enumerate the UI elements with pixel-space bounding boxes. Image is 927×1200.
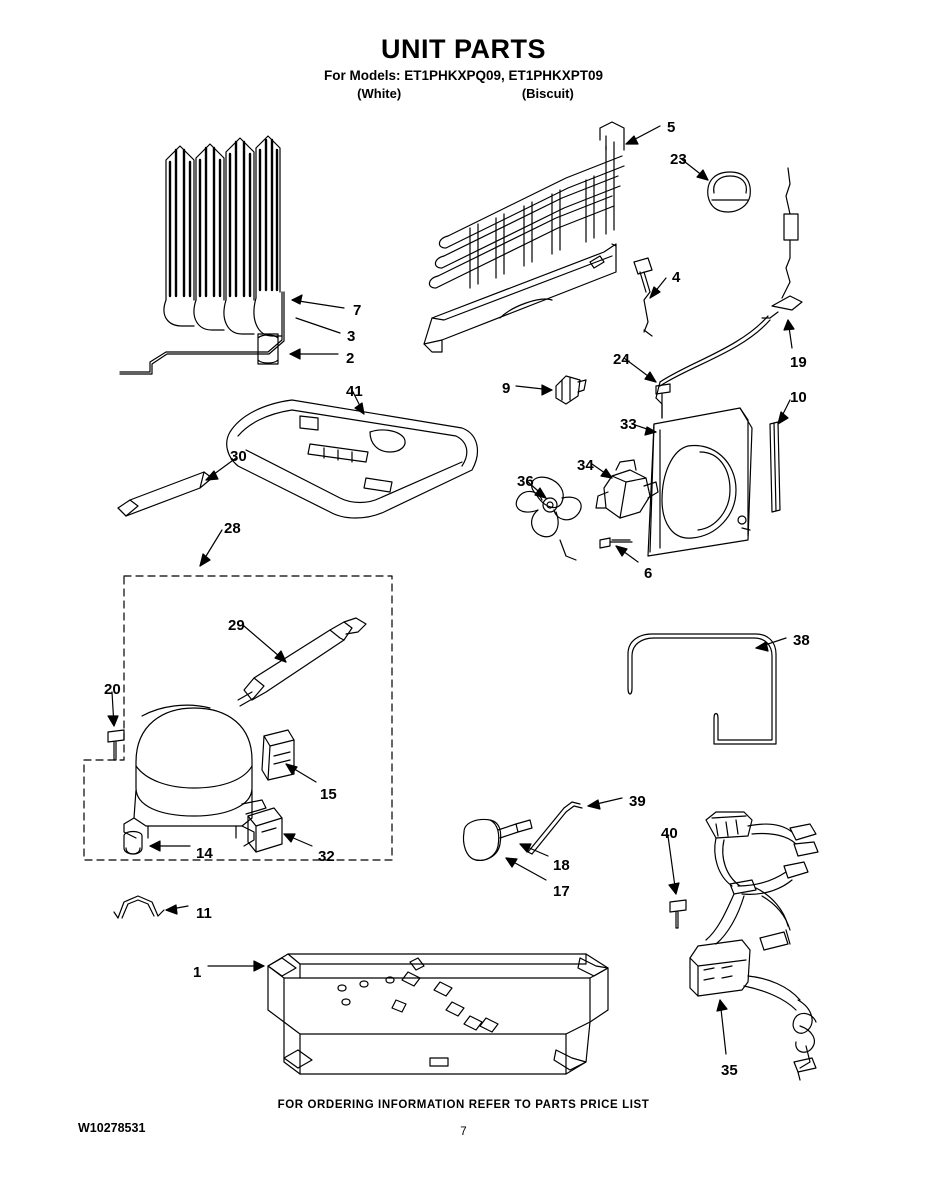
seal-strip-part-10 — [770, 422, 780, 512]
callout-14: 14 — [196, 845, 213, 862]
overload-part-32 — [248, 808, 282, 852]
finish-biscuit-label: (Biscuit) — [521, 86, 574, 101]
callout-18: 18 — [553, 857, 570, 874]
drain-pan-part-41 — [227, 400, 478, 518]
callout-11: 11 — [196, 905, 212, 922]
callout-24: 24 — [613, 351, 630, 368]
fan-motor-part-34 — [596, 460, 658, 518]
compressor-part-14 — [124, 705, 266, 854]
filter-drier-part-29 — [238, 618, 366, 706]
callout-20: 20 — [104, 681, 121, 698]
callout-36: 36 — [517, 473, 534, 490]
callout-32: 32 — [318, 848, 335, 865]
callout-7: 7 — [353, 302, 362, 319]
roller-part-17 — [464, 820, 533, 861]
models-label: For Models: ET1PHKXPQ09, ET1PHKXPT09 — [323, 68, 604, 83]
bracket-rod-part-39 — [528, 802, 582, 854]
condenser-coil-part-7 — [120, 136, 284, 374]
callout-38: 38 — [793, 632, 810, 649]
callout-34: 34 — [577, 457, 594, 474]
callout-6: 6 — [644, 565, 653, 582]
callout-28: 28 — [224, 520, 241, 537]
callout-30: 30 — [230, 448, 247, 465]
callout-19: 19 — [790, 354, 807, 371]
overload-protector-part-4 — [634, 258, 652, 336]
page-title: UNIT PARTS — [381, 34, 546, 64]
wire-clip-part-11 — [114, 896, 164, 918]
callout-15: 15 — [320, 786, 337, 803]
terminal-cover-part-23 — [708, 172, 751, 212]
document-code: W10278531 — [78, 1121, 146, 1135]
callout-17: 17 — [553, 883, 570, 900]
base-chassis-part-1 — [268, 954, 608, 1074]
callout-35: 35 — [721, 1062, 738, 1079]
callout-40: 40 — [661, 825, 678, 842]
callout-9: 9 — [502, 380, 511, 397]
callout-2: 2 — [346, 350, 355, 367]
screw-part-40 — [670, 900, 686, 928]
ordering-info-note: FOR ORDERING INFORMATION REFER TO PARTS PRICE LIST — [277, 1099, 650, 1111]
finish-white-label: (White) — [357, 86, 402, 101]
callout-33: 33 — [620, 416, 637, 433]
callout-3: 3 — [347, 328, 356, 345]
page-number: 7 — [460, 1126, 467, 1138]
callout-1: 1 — [193, 964, 202, 981]
capillary-tube-part-19 — [656, 168, 802, 418]
evaporator-assembly-part-5 — [424, 122, 624, 352]
callout-41: 41 — [346, 383, 363, 400]
tubing-loop-part-38 — [628, 634, 776, 744]
screw-part-20 — [108, 730, 124, 760]
mounting-clip-part-9 — [556, 376, 586, 404]
mounting-strap-part-30 — [118, 472, 212, 516]
wire-harness-part-35 — [690, 812, 818, 1080]
callout-23: 23 — [670, 151, 687, 168]
callout-29: 29 — [228, 617, 245, 634]
callout-5: 5 — [667, 119, 676, 136]
callout-39: 39 — [629, 793, 646, 810]
start-relay-part-15 — [262, 730, 294, 780]
fan-shroud-part-33 — [648, 408, 752, 556]
callout-4: 4 — [672, 269, 681, 286]
callout-10: 10 — [790, 389, 807, 406]
